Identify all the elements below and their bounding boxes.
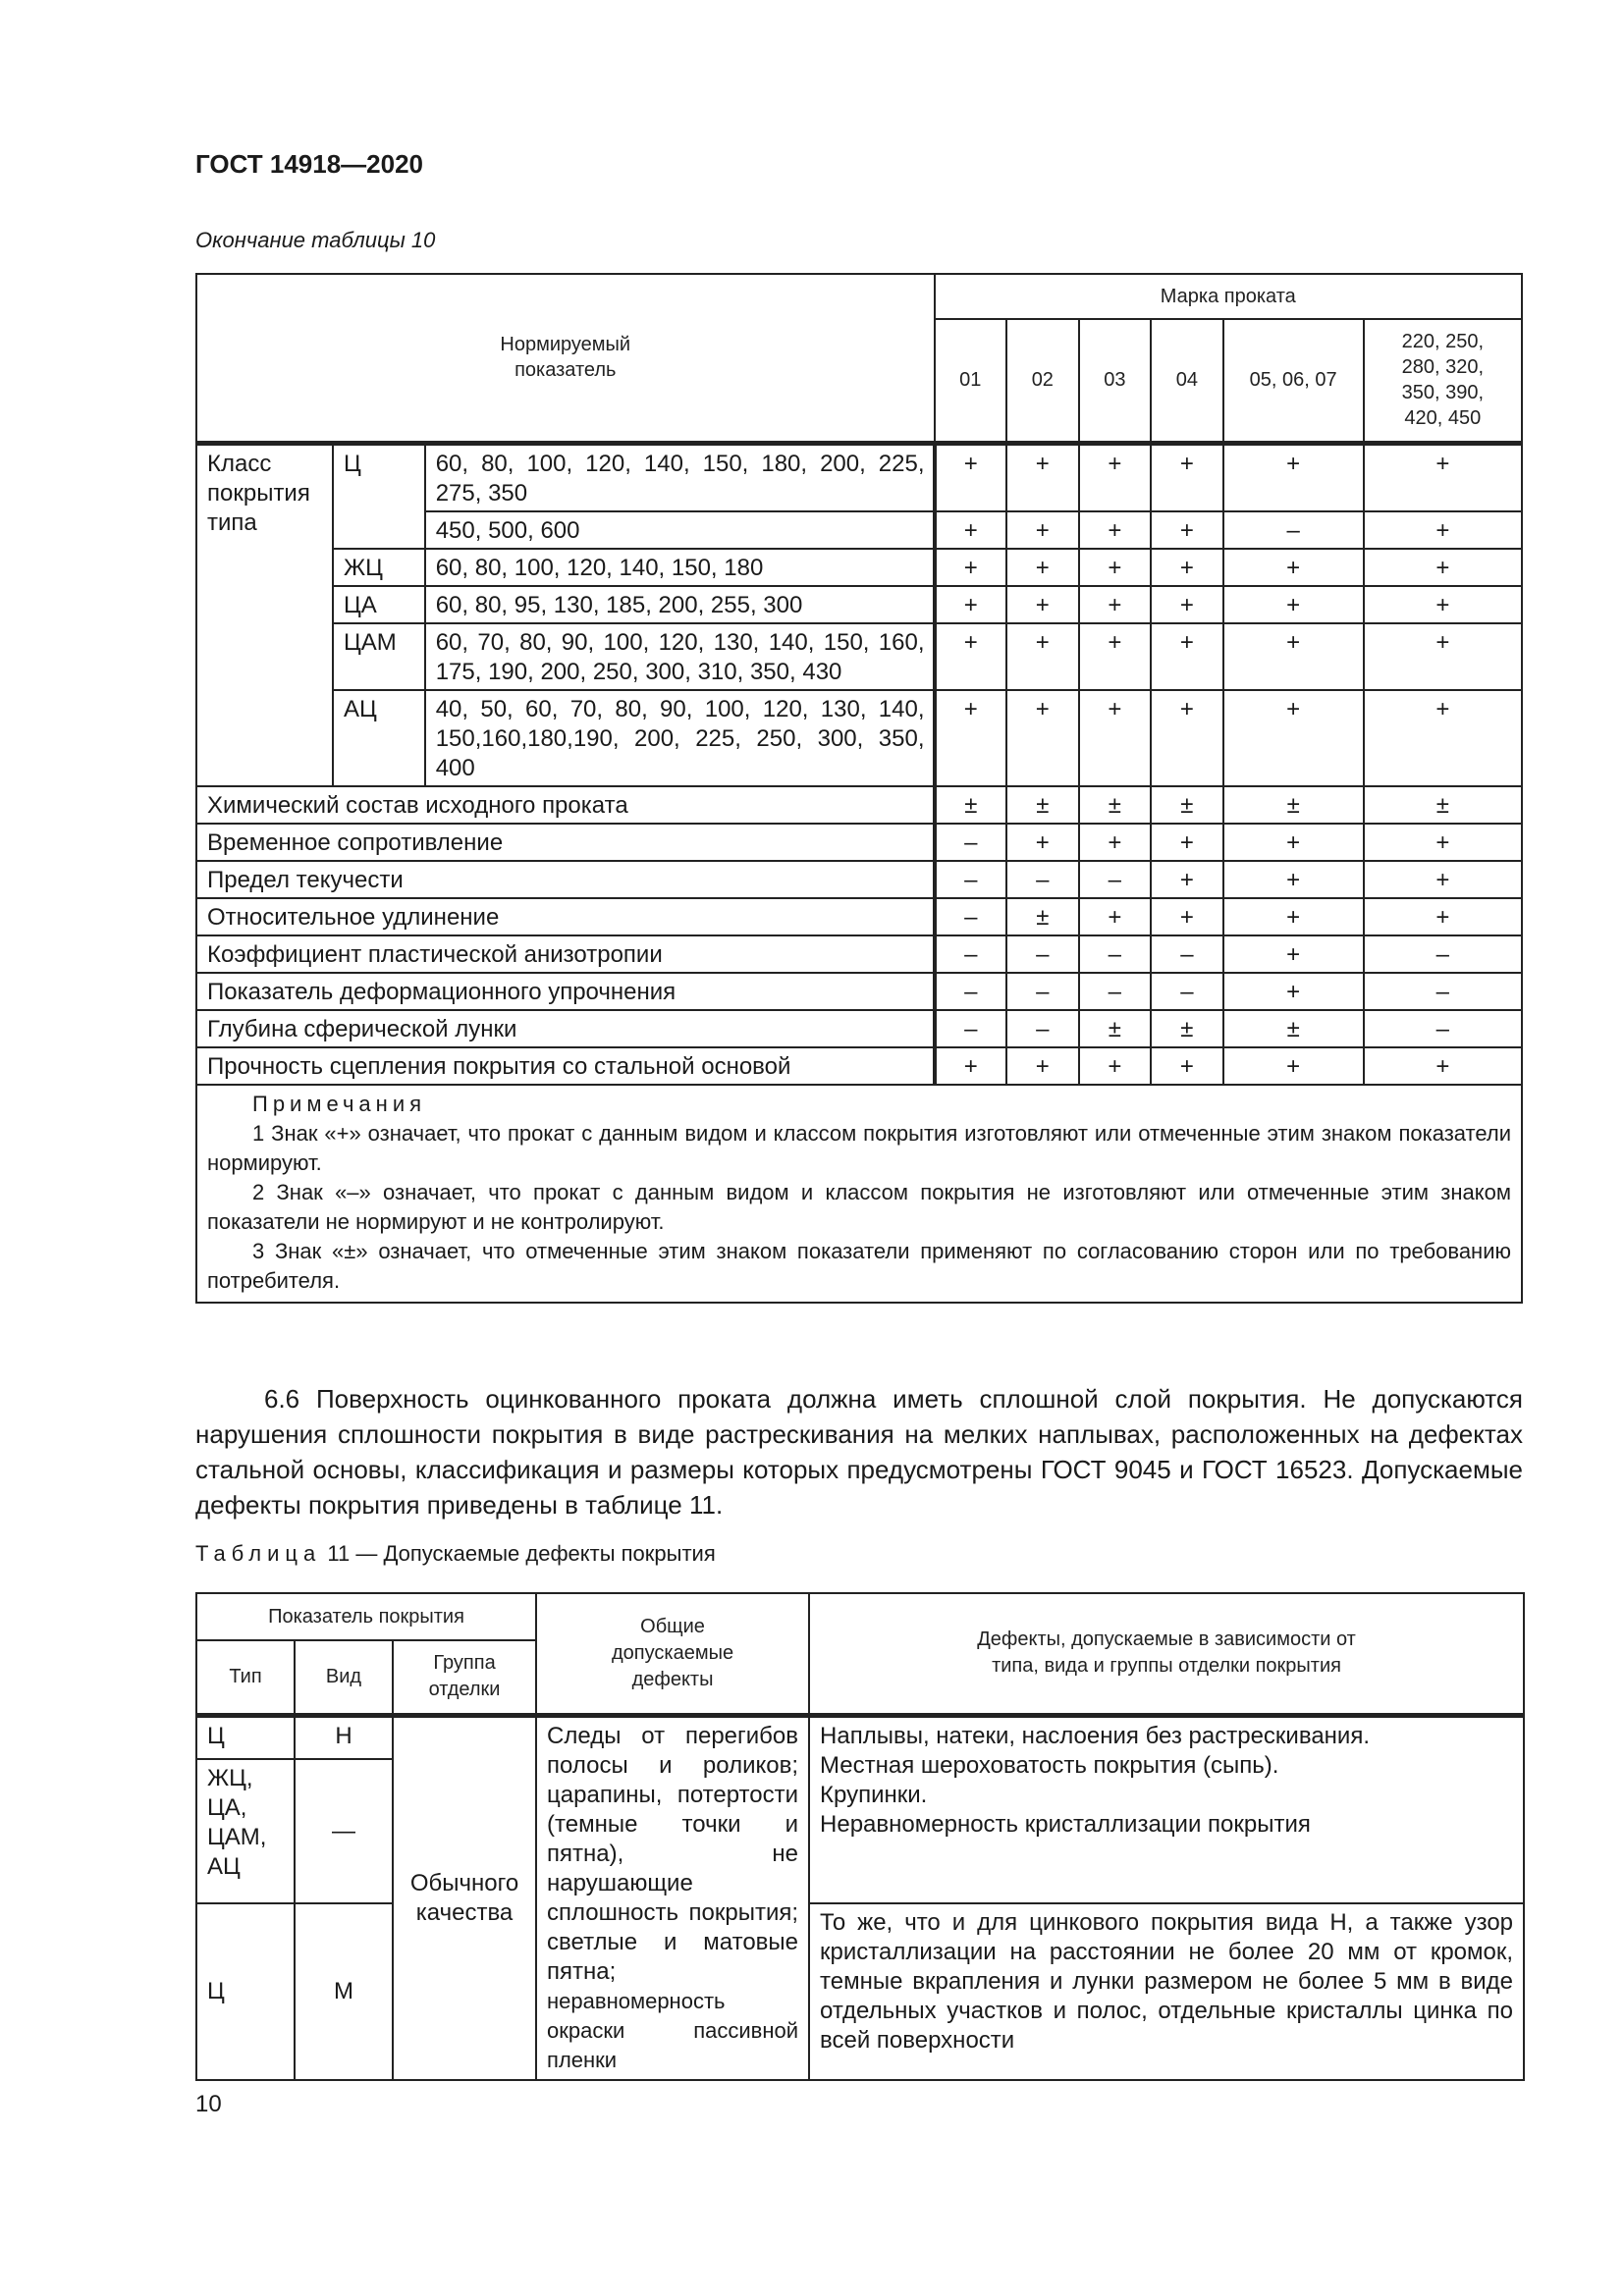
mark-cell: –: [1006, 973, 1079, 1010]
mark-cell: +: [1006, 623, 1079, 690]
mark-cell: +: [1364, 443, 1522, 511]
mark-cell: +: [1364, 824, 1522, 861]
mark-cell: +: [935, 443, 1007, 511]
coating-class-values: 60, 70, 80, 90, 100, 120, 130, 140, 150, 160, 175, 190, 200, 250, 300, 310, 350, 430: [425, 623, 935, 690]
paragraph-6-6: 6.6 Поверхность оцинкованного проката должна иметь сплошной слой покрытия. Не допускаются нарушения сплошности покрытия в виде растрескивания на мелких наплывах, расположенных на дефектах стальной основы, классификация и размеры которых предусмотрены ГОСТ 9045 и ГОСТ 16523. Допускаемые дефекты покрытия приведены в таблице 11.: [195, 1384, 1523, 1520]
mark-cell: +: [935, 549, 1007, 586]
indicator-row: [196, 1047, 1522, 1085]
indicator-name: Показатель деформационного упрочнения: [196, 973, 935, 1010]
mark-cell: +: [1151, 549, 1223, 586]
mark-cell: +: [1151, 861, 1223, 898]
table-label: Таблица: [195, 1541, 322, 1566]
kind-cell: —: [295, 1759, 393, 1903]
type-cell: Ц: [196, 1903, 295, 2079]
mark-cell: +: [1079, 511, 1152, 549]
mark-cell: ±: [1079, 1010, 1152, 1047]
mark-cell: –: [935, 935, 1007, 973]
indicator-row: [196, 861, 1522, 898]
header-type: Тип: [196, 1640, 295, 1715]
mark-cell: +: [1151, 824, 1223, 861]
coating-class-row: [196, 586, 1522, 623]
coating-type: ЖЦ: [333, 549, 425, 586]
header-allowed-defects: Дефекты, допускаемые в зависимости от типа, вида и группы отделки покрытия: [809, 1593, 1524, 1715]
table-11-caption: [195, 1541, 716, 1567]
mark-cell: +: [1151, 623, 1223, 690]
mark-cell: –: [1151, 935, 1223, 973]
mark-cell: +: [1079, 623, 1152, 690]
mark-cell: +: [1364, 586, 1522, 623]
mark-cell: ±: [1151, 1010, 1223, 1047]
mark-cell: –: [935, 824, 1007, 861]
mark-cell: +: [935, 586, 1007, 623]
mark-cell: +: [935, 690, 1007, 786]
mark-cell: +: [1006, 1047, 1079, 1085]
mark-cell: +: [1223, 861, 1364, 898]
header-kind: Вид: [295, 1640, 393, 1715]
coating-class-row: [196, 549, 1522, 586]
mark-cell: ±: [935, 786, 1007, 824]
mark-cell: +: [1151, 690, 1223, 786]
coating-class-label: Класс покрытия типа: [196, 443, 333, 786]
mark-cell: +: [1006, 586, 1079, 623]
indicator-name: Коэффициент пластической анизотропии: [196, 935, 935, 973]
mark-cell: +: [935, 511, 1007, 549]
mark-cell: +: [1364, 861, 1522, 898]
mark-cell: ±: [1223, 1010, 1364, 1047]
mark-cell: ±: [1006, 786, 1079, 824]
coating-class-row: [196, 690, 1522, 786]
coating-class-values: 60, 80, 100, 120, 140, 150, 180, 200, 225, 275, 350: [425, 443, 935, 511]
coating-type: АЦ: [333, 690, 425, 786]
grade-header: 220, 250, 280, 320, 350, 390, 420, 450: [1364, 319, 1522, 443]
note: 1 Знак «+» означает, что прокат с данным видом и классом покрытия изготовляют или отмеченные этим знаком показатели нормируют.: [207, 1120, 1511, 1175]
mark-cell: +: [1223, 623, 1364, 690]
kind-cell: Н: [295, 1715, 393, 1759]
mark-cell: +: [1151, 511, 1223, 549]
coating-class-values: 40, 50, 60, 70, 80, 90, 100, 120, 130, 140, 150,160,180,190, 200, 225, 250, 300, 350, 400: [425, 690, 935, 786]
mark-cell: +: [1079, 690, 1152, 786]
mark-cell: +: [1223, 898, 1364, 935]
coating-class-values: 60, 80, 95, 130, 185, 200, 255, 300: [425, 586, 935, 623]
indicator-row: [196, 786, 1522, 824]
table-11: [195, 1592, 1525, 2081]
coating-type: ЦА: [333, 586, 425, 623]
mark-cell: +: [1079, 443, 1152, 511]
indicator-row: [196, 824, 1522, 861]
mark-cell: +: [1364, 898, 1522, 935]
mark-cell: +: [1364, 623, 1522, 690]
header-indicator: Нормируемый показатель: [196, 274, 935, 443]
mark-cell: +: [1223, 1047, 1364, 1085]
mark-cell: +: [1364, 549, 1522, 586]
mark-cell: ±: [1079, 786, 1152, 824]
mark-cell: +: [1079, 824, 1152, 861]
mark-cell: +: [1151, 443, 1223, 511]
grade-header: 05, 06, 07: [1223, 319, 1364, 443]
allowed-defects-zinc-n: Наплывы, натеки, наслоения без растрескивания. Местная шероховатость покрытия (сыпь). Крупинки. Неравномерность кристаллизации покрытия: [809, 1715, 1524, 1903]
table-notes: [196, 1085, 1522, 1303]
mark-cell: +: [1006, 443, 1079, 511]
mark-cell: –: [935, 861, 1007, 898]
header-indicator: Показатель покрытия: [196, 1593, 536, 1640]
header-general-defects: Общие допускаемые дефекты: [536, 1593, 809, 1715]
grade-header: 03: [1079, 319, 1152, 443]
grade-header: 04: [1151, 319, 1223, 443]
coating-class-values: 60, 80, 100, 120, 140, 150, 180: [425, 549, 935, 586]
mark-cell: –: [1006, 935, 1079, 973]
mark-cell: +: [1151, 898, 1223, 935]
header-grade: Марка проката: [935, 274, 1522, 319]
table-10: [195, 273, 1523, 1304]
indicator-name: Глубина сферической лунки: [196, 1010, 935, 1047]
coating-class-row: [196, 443, 1522, 511]
mark-cell: +: [1223, 549, 1364, 586]
indicator-row: [196, 1010, 1522, 1047]
mark-cell: ±: [1006, 898, 1079, 935]
table-continuation-caption: Окончание таблицы 10: [195, 228, 436, 252]
mark-cell: –: [935, 1010, 1007, 1047]
mark-cell: +: [1151, 1047, 1223, 1085]
mark-cell: +: [1223, 586, 1364, 623]
coating-type: ЦАМ: [333, 623, 425, 690]
table-title: 11 — Допускаемые дефекты покрытия: [327, 1541, 716, 1566]
mark-cell: +: [1223, 824, 1364, 861]
document-code: ГОСТ 14918—2020: [195, 149, 423, 179]
mark-cell: +: [1223, 443, 1364, 511]
mark-cell: –: [1364, 935, 1522, 973]
grade-header: 02: [1006, 319, 1079, 443]
mark-cell: +: [1223, 973, 1364, 1010]
kind-cell: М: [295, 1903, 393, 2079]
mark-cell: ±: [1223, 786, 1364, 824]
mark-cell: –: [1079, 935, 1152, 973]
type-cell: Ц: [196, 1715, 295, 1759]
type-cell: ЖЦ, ЦА, ЦАМ, АЦ: [196, 1759, 295, 1903]
page-number: 10: [195, 2091, 222, 2117]
coating-class-row: [196, 623, 1522, 690]
mark-cell: –: [1006, 861, 1079, 898]
indicator-name: Прочность сцепления покрытия со стальной основой: [196, 1047, 935, 1085]
mark-cell: +: [1364, 690, 1522, 786]
mark-cell: –: [1364, 1010, 1522, 1047]
indicator-row: [196, 973, 1522, 1010]
mark-cell: +: [1079, 1047, 1152, 1085]
mark-cell: +: [1079, 586, 1152, 623]
mark-cell: –: [1223, 511, 1364, 549]
mark-cell: ±: [1364, 786, 1522, 824]
finish-group-cell: Обычного качества: [393, 1715, 536, 2080]
indicator-row: [196, 935, 1522, 973]
indicator-name: Относительное удлинение: [196, 898, 935, 935]
grade-header: 01: [935, 319, 1007, 443]
coating-class-values: 450, 500, 600: [425, 511, 935, 549]
notes-title: Примечания: [252, 1091, 427, 1116]
mark-cell: +: [1151, 586, 1223, 623]
mark-cell: –: [1364, 973, 1522, 1010]
mark-cell: +: [1223, 935, 1364, 973]
mark-cell: +: [1006, 690, 1079, 786]
coating-type: Ц: [333, 443, 425, 549]
indicator-name: Временное сопротивление: [196, 824, 935, 861]
mark-cell: +: [1006, 824, 1079, 861]
header-group: Группа отделки: [393, 1640, 536, 1715]
mark-cell: +: [1006, 549, 1079, 586]
general-defects-cell: Следы от перегибов полосы и роликов; царапины, потертости (темные точки и пятна), не нарушающие сплошность покрытия; светлые и матовые пятна; неравномерность окраски пассивной пленки: [536, 1715, 809, 2080]
mark-cell: ±: [1151, 786, 1223, 824]
mark-cell: +: [1223, 690, 1364, 786]
mark-cell: –: [1079, 861, 1152, 898]
mark-cell: +: [935, 1047, 1007, 1085]
mark-cell: +: [1364, 511, 1522, 549]
indicator-name: Предел текучести: [196, 861, 935, 898]
mark-cell: –: [935, 973, 1007, 1010]
indicator-name: Химический состав исходного проката: [196, 786, 935, 824]
note: 2 Знак «–» означает, что прокат с данным видом и классом покрытия не изготовляют или отмеченные этим знаком показатели не нормируют и не контролируют.: [207, 1179, 1511, 1234]
note: 3 Знак «±» означает, что отмеченные этим знаком показатели применяют по согласованию сторон или по требованию потребителя.: [207, 1238, 1511, 1293]
mark-cell: –: [1079, 973, 1152, 1010]
mark-cell: +: [1364, 1047, 1522, 1085]
indicator-row: [196, 898, 1522, 935]
mark-cell: –: [1151, 973, 1223, 1010]
mark-cell: –: [935, 898, 1007, 935]
mark-cell: +: [1079, 898, 1152, 935]
mark-cell: –: [1006, 1010, 1079, 1047]
mark-cell: +: [1079, 549, 1152, 586]
allowed-defects-zinc-m: То же, что и для цинкового покрытия вида Н, а также узор кристаллизации на расстоянии не более 20 мм от кромок, темные вкрапления и лунки размером не более 5 мм в виде отдельных участков и полос, отдельные кристаллы цинка по всей поверхности: [809, 1903, 1524, 2079]
mark-cell: +: [935, 623, 1007, 690]
mark-cell: +: [1006, 511, 1079, 549]
